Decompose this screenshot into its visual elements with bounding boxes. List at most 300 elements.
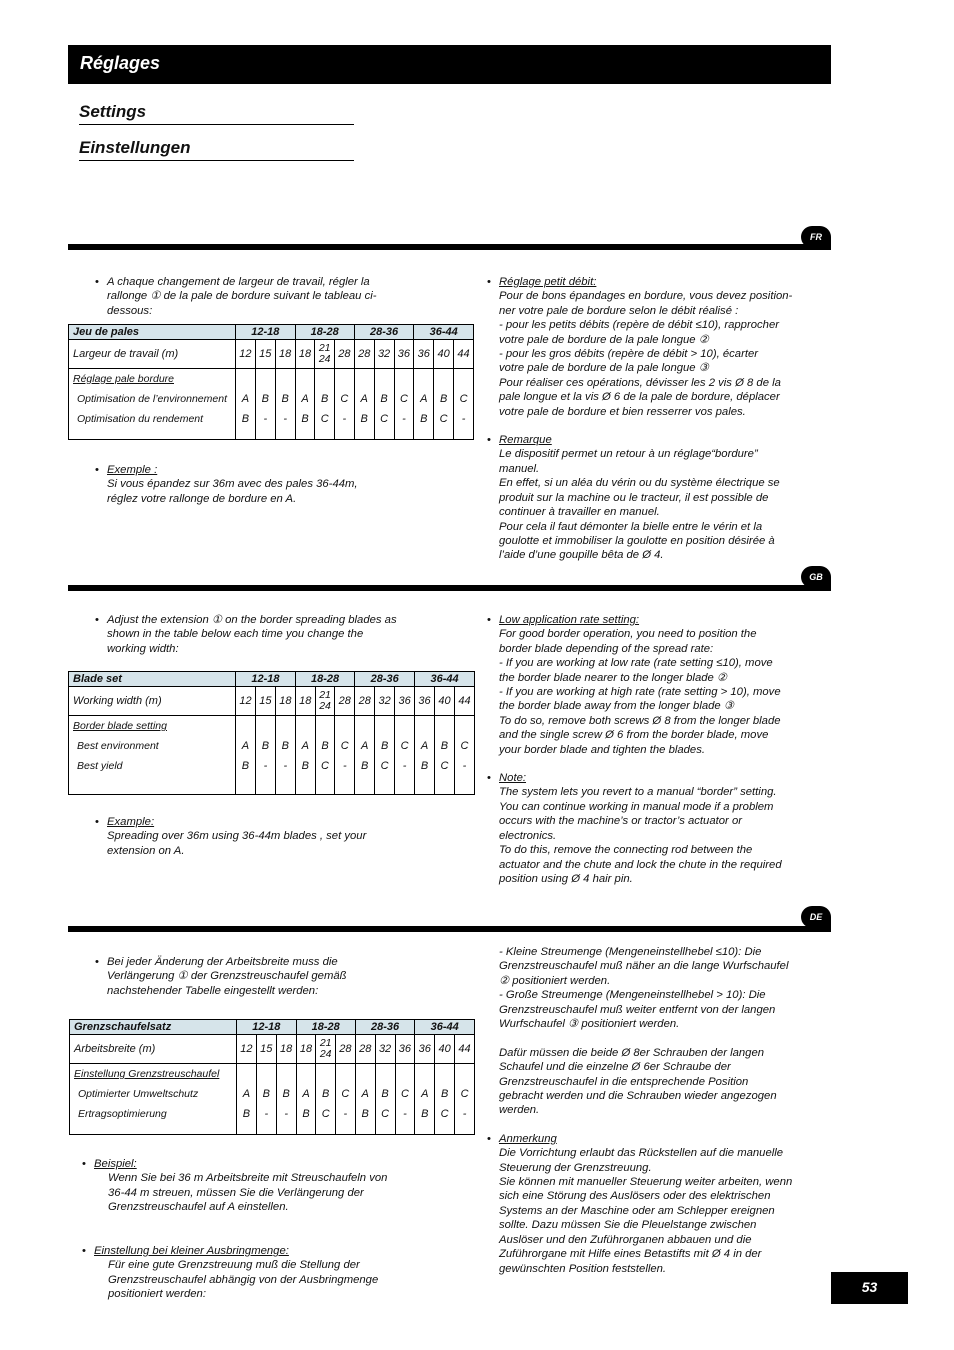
table-empty-cell	[275, 369, 295, 390]
table-row-label: Optimisation du rendement	[69, 409, 236, 429]
table-empty-cell	[255, 716, 275, 737]
de-low-line: Für eine gute Grenzstreuung muß die Stellung der	[108, 1259, 360, 1272]
table-setting-cell: B	[355, 756, 375, 776]
table-group-header: 28-36	[354, 325, 414, 340]
gb-remark-lines	[499, 785, 819, 886]
table-width-cell: 36	[414, 340, 434, 369]
table-setting-cell: C	[434, 409, 454, 429]
table-group-header: 36-44	[415, 672, 475, 687]
fr-right-lines	[499, 289, 819, 419]
table-empty-cell	[315, 716, 335, 737]
table-empty-cell	[415, 776, 435, 794]
text-line: Zuführorgane mit Hilfe eines Betastifts mit Ø 4 in der	[499, 1248, 762, 1261]
text-line: - pour les gros débits (repère de débit > 10), écarter	[499, 348, 759, 361]
table-setting-cell: B	[275, 736, 295, 756]
text-line: To do so, remove both screws Ø 8 from the longer blade	[499, 714, 781, 727]
table-section-label	[69, 716, 236, 737]
table-group-header: 28-36	[355, 672, 415, 687]
table-empty-cell	[275, 716, 295, 737]
table-empty-cell	[454, 369, 474, 390]
title-bar	[68, 45, 831, 84]
table-empty-cell	[315, 776, 335, 794]
table-empty-cell	[237, 1064, 257, 1085]
table-empty-cell	[455, 1064, 475, 1085]
table-width-cell: 44	[454, 687, 474, 716]
gb-example-label: • Example:	[107, 815, 427, 829]
text-line: ② positioniert werden.	[499, 974, 611, 987]
fr-remark-heading: • Remarque	[499, 433, 819, 447]
section-rule-gb	[68, 585, 831, 591]
table-setting-cell: B	[315, 736, 335, 756]
page-title: Réglages	[80, 53, 161, 73]
table-empty-cell	[70, 1124, 237, 1134]
fr-intro-line: rallonge ① de la pale de bordure suivant le tableau ci-	[107, 290, 377, 303]
table-empty-cell	[255, 776, 275, 794]
de-intro-line: • Bei jeder Änderung der Arbeitsbreite muss die	[107, 955, 427, 969]
table-head-label: Jeu de pales	[69, 325, 236, 340]
table-setting-cell: A	[415, 736, 435, 756]
table-setting-cell: C	[316, 1104, 335, 1124]
de-low-rate	[94, 1244, 434, 1302]
text-line: actuator and the chute and lock the chute in the required	[499, 858, 782, 871]
table-setting-cell: C	[454, 389, 474, 409]
table-setting-cell: B	[296, 1104, 316, 1124]
table-setting-cell: B	[255, 389, 275, 409]
badge-fr: FR	[801, 226, 831, 248]
table-setting-cell: -	[395, 756, 415, 776]
text-line: and the single screw Ø 6 from the border blade, move	[499, 729, 769, 742]
table-width-value: 21 24	[318, 342, 331, 365]
text-line: The system lets you revert to a manual “border” setting.	[499, 786, 777, 799]
table-section-label-text: Border blade setting	[73, 720, 167, 732]
table-empty-cell	[395, 776, 415, 794]
text-line: Wurfschaufel ③ positioniert werden.	[499, 1018, 680, 1031]
text-line: Grenzstreuschaufel in die entsprechende Position	[499, 1075, 749, 1088]
table-width-label: Arbeitsbreite (m)	[70, 1035, 237, 1064]
table-width-cell: 44	[454, 340, 474, 369]
table-head-label: Grenzschaufelsatz	[70, 1020, 237, 1035]
table-setting-cell: A	[295, 389, 315, 409]
table-setting-cell: C	[315, 756, 335, 776]
table-empty-cell	[295, 429, 315, 439]
table-empty-cell	[375, 716, 395, 737]
table-setting-cell: -	[276, 1104, 296, 1124]
table-setting-cell: B	[414, 409, 434, 429]
text-line: electronics.	[499, 829, 557, 842]
text-line: Systems an der Maschine oder am Schlepper ereignen	[499, 1204, 775, 1217]
text-line: To do this, remove the connecting rod between the	[499, 844, 753, 857]
table-empty-cell	[316, 1124, 335, 1134]
table-setting-cell: B	[375, 1084, 395, 1104]
table-setting-cell: -	[256, 1104, 276, 1124]
table-width-cell: 40	[434, 340, 454, 369]
table-setting-cell: A	[236, 389, 256, 409]
table-empty-cell	[414, 429, 434, 439]
badge-de: DE	[801, 906, 831, 928]
table-empty-cell	[374, 429, 394, 439]
table-setting-cell: -	[454, 409, 474, 429]
table-setting-cell: C	[375, 1104, 395, 1124]
table-setting-cell: B	[375, 736, 395, 756]
table-empty-cell	[415, 1064, 435, 1085]
table-empty-cell	[295, 369, 315, 390]
text-line: gewünschten Position feststellen.	[499, 1262, 667, 1275]
gb-remark-heading: • Note:	[499, 771, 819, 785]
fr-settings-table	[68, 324, 474, 440]
table-setting-cell: -	[335, 756, 355, 776]
gb-right-heading: • Low application rate setting:	[499, 613, 819, 627]
table-setting-cell: C	[455, 1084, 475, 1104]
table-setting-cell: B	[295, 756, 315, 776]
text-line: werden.	[499, 1104, 540, 1117]
table-width-value: 21 24	[319, 689, 331, 712]
fr-intro-line: • A chaque changement de largeur de travail, régler la	[107, 275, 427, 289]
table-empty-cell	[354, 429, 374, 439]
table-group-header: 12-18	[237, 1020, 297, 1035]
table-width-cell: 18	[295, 340, 315, 369]
table-empty-cell	[296, 1064, 316, 1085]
fr-example-line: réglez votre rallonge de bordure en A.	[107, 492, 297, 505]
table-empty-cell	[435, 1124, 455, 1134]
table-setting-cell: B	[354, 409, 374, 429]
table-empty-cell	[375, 776, 395, 794]
text-line: For good border operation, you need to position the	[499, 628, 757, 641]
table-setting-cell: -	[454, 756, 474, 776]
table-width-cell	[316, 1035, 335, 1064]
table-row-label: Optimisation de l’environnement	[69, 389, 236, 409]
gb-intro-line: shown in the table below each time you change the	[107, 628, 364, 641]
table-width-label: Largeur de travail (m)	[69, 340, 236, 369]
text-line: Sie können mit manueller Steuerung weiter arbeiten, wenn	[499, 1176, 793, 1189]
table-empty-cell	[354, 369, 374, 390]
table-empty-cell	[335, 1064, 355, 1085]
table-setting-cell: B	[355, 1104, 375, 1124]
fr-example-line: Si vous épandez sur 36m avec des pales 36-44m,	[107, 478, 358, 491]
table-group-header: 18-28	[295, 325, 354, 340]
table-empty-cell	[335, 716, 355, 737]
table-empty-cell	[454, 429, 474, 439]
table-head-label: Blade set	[69, 672, 236, 687]
table-width-cell: 36	[394, 340, 414, 369]
de-example-label: • Beispiel:	[94, 1157, 434, 1171]
subtitle-german: Einstellungen	[79, 138, 354, 161]
table-empty-cell	[414, 369, 434, 390]
text-line: votre pale de bordure de la pale longue ③	[499, 362, 709, 375]
text-line: produit sur la machine ou le tracteur, il est possible de	[499, 491, 769, 504]
de-low-line: Grenzstreuschaufel abhängig von der Ausbringmenge	[108, 1273, 379, 1286]
table-setting-cell: B	[237, 1104, 257, 1124]
text-line: Die Vorrichtung erlaubt das Rückstellen auf die manuelle	[499, 1147, 784, 1160]
text-line: gebracht werden und die Schrauben wieder angezogen	[499, 1090, 777, 1103]
table-setting-cell: A	[355, 736, 375, 756]
table-setting-cell: B	[316, 1084, 335, 1104]
de-intro	[107, 955, 427, 998]
text-line: pale longue et la vis Ø 6 de la pale de bordure, déplacer	[499, 391, 780, 404]
subtitle-english: Settings	[79, 102, 354, 125]
text-line: Schaufel und die einzelne Ø 6er Schraube der	[499, 1061, 731, 1074]
fr-right-column	[499, 275, 819, 563]
table-setting-cell: C	[335, 736, 355, 756]
table-setting-cell: B	[435, 736, 455, 756]
table-setting-cell: B	[236, 756, 256, 776]
de-low-line: positioniert werden:	[108, 1288, 206, 1301]
text-line: your border blade and tighten the blades.	[499, 743, 706, 756]
table-width-cell: 28	[335, 1035, 355, 1064]
table-empty-cell	[375, 1064, 395, 1085]
table-width-cell: 28	[355, 1035, 375, 1064]
table-width-cell: 15	[255, 340, 275, 369]
text-line: goulotte et immobiliser la goulotte en position désirée à	[499, 534, 775, 547]
de-example	[94, 1157, 434, 1215]
gb-right-column	[499, 613, 819, 886]
table-empty-cell	[236, 429, 256, 439]
table-setting-cell: A	[355, 1084, 375, 1104]
table-width-cell: 18	[295, 687, 315, 716]
table-empty-cell	[255, 369, 275, 390]
table-empty-cell	[455, 1124, 475, 1134]
table-empty-cell	[415, 1124, 435, 1134]
de-example-line: Wenn Sie bei 36 m Arbeitsbreite mit Streuschaufeln von	[108, 1172, 388, 1185]
table-setting-cell: C	[315, 409, 334, 429]
table-empty-cell	[335, 1124, 355, 1134]
table-setting-cell: C	[375, 756, 395, 776]
table-setting-cell: -	[275, 409, 295, 429]
text-line: votre pale de bordure de la pale longue ②	[499, 333, 709, 346]
table-setting-cell: -	[334, 409, 354, 429]
de-intro-line: Verlängerung ① der Grenzstreuschaufel gemäß	[107, 970, 347, 983]
text-line: manuel.	[499, 462, 540, 475]
table-empty-cell	[374, 369, 394, 390]
table-setting-cell: B	[275, 389, 295, 409]
table-width-cell: 28	[355, 687, 375, 716]
table-width-cell: 32	[375, 687, 395, 716]
de-right-lines	[499, 945, 819, 1118]
text-line: - Kleine Streumenge (Mengeneinstellhebel ≤10): Die	[499, 946, 762, 958]
table-group-header: 18-28	[295, 672, 354, 687]
table-empty-cell	[335, 776, 355, 794]
table-setting-cell: B	[295, 409, 315, 429]
table-width-cell: 18	[275, 340, 295, 369]
table-group-header: 12-18	[236, 672, 296, 687]
de-example-line: 36-44 m streuen, müssen Sie die Verlängerung der	[108, 1186, 364, 1199]
de-settings-table	[69, 1019, 475, 1135]
table-width-cell: 36	[415, 687, 435, 716]
table-setting-cell: C	[334, 389, 354, 409]
table-width-cell: 40	[435, 687, 455, 716]
gb-example	[107, 815, 427, 858]
table-empty-cell	[394, 429, 414, 439]
table-setting-cell: B	[236, 409, 256, 429]
table-row-label: Ertragsoptimierung	[70, 1104, 237, 1124]
table-empty-cell	[275, 776, 295, 794]
table-empty-cell	[395, 1124, 415, 1134]
section-rule-de	[68, 926, 831, 932]
table-setting-cell: C	[395, 1084, 415, 1104]
text-line: continuer à travailler en manuel.	[499, 506, 660, 519]
table-setting-cell: C	[454, 736, 474, 756]
text-line: the border blade away from the longer blade ③	[499, 700, 734, 713]
table-setting-cell: A	[236, 736, 256, 756]
table-empty-cell	[355, 1124, 375, 1134]
table-setting-cell: B	[374, 389, 394, 409]
table-empty-cell	[296, 1124, 316, 1134]
table-empty-cell	[334, 369, 354, 390]
table-setting-cell: B	[256, 1084, 276, 1104]
table-setting-cell: -	[394, 409, 414, 429]
fr-example	[107, 463, 427, 506]
table-width-cell: 18	[276, 1035, 296, 1064]
table-setting-cell: A	[237, 1084, 257, 1104]
table-setting-cell: C	[395, 736, 415, 756]
table-setting-cell: B	[415, 1104, 435, 1124]
table-empty-cell	[256, 1064, 276, 1085]
fr-example-label: • Exemple :	[107, 463, 427, 477]
fr-intro-line: dessous:	[107, 304, 153, 317]
section-rule-fr	[68, 244, 831, 250]
table-row-label: Best environment	[69, 736, 236, 756]
text-line: - Große Streumenge (Mengeneinstellhebel > 10): Die	[499, 989, 766, 1002]
table-empty-cell	[275, 429, 295, 439]
table-width-cell: 12	[236, 340, 256, 369]
table-empty-cell	[375, 1124, 395, 1134]
gb-right-lines	[499, 627, 819, 757]
table-setting-cell: -	[255, 756, 275, 776]
table-empty-cell	[315, 369, 334, 390]
table-setting-cell: -	[455, 1104, 475, 1124]
table-setting-cell: B	[315, 389, 334, 409]
table-group-header: 28-36	[355, 1020, 415, 1035]
table-empty-cell	[316, 1064, 335, 1085]
text-line: Le dispositif permet un retour à un réglage“bordure”	[499, 448, 758, 461]
text-line: - pour les petits débits (repère de débit ≤10), rapprocher	[499, 319, 779, 332]
table-width-cell: 28	[335, 687, 355, 716]
table-section-label	[70, 1064, 237, 1085]
table-setting-cell: A	[296, 1084, 316, 1104]
table-setting-cell: B	[435, 1084, 455, 1104]
text-line	[499, 1031, 819, 1045]
table-setting-cell: C	[374, 409, 394, 429]
table-empty-cell	[276, 1064, 296, 1085]
table-empty-cell	[454, 776, 474, 794]
table-width-cell: 28	[334, 340, 354, 369]
de-example-line: Grenzstreuschaufel auf A einstellen.	[108, 1201, 289, 1214]
gb-example-line: Spreading over 36m using 36-44m blades , set your	[107, 830, 367, 843]
fr-remark-lines	[499, 447, 819, 562]
table-empty-cell	[255, 429, 275, 439]
table-setting-cell: B	[276, 1084, 296, 1104]
gb-intro	[107, 613, 437, 656]
table-empty-cell	[454, 716, 474, 737]
de-low-label: • Einstellung bei kleiner Ausbringmenge:	[94, 1244, 434, 1258]
table-group-header: 36-44	[415, 1020, 475, 1035]
table-row-label: Optimierter Umweltschutz	[70, 1084, 237, 1104]
table-width-cell: 40	[435, 1035, 455, 1064]
page-number: 53	[831, 1272, 908, 1304]
fr-intro	[107, 275, 427, 318]
table-setting-cell: A	[414, 389, 434, 409]
table-width-cell: 12	[237, 1035, 257, 1064]
table-empty-cell	[295, 776, 315, 794]
text-line: border blade depending of the spread rate:	[499, 642, 714, 655]
text-line: - If you are working at low rate (rate setting ≤10), move	[499, 657, 773, 670]
table-empty-cell	[395, 1064, 415, 1085]
de-intro-line: nachstehender Tabelle eingestellt werden:	[107, 984, 319, 997]
table-group-header: 18-28	[296, 1020, 355, 1035]
table-setting-cell: B	[255, 736, 275, 756]
table-setting-cell: -	[395, 1104, 415, 1124]
table-empty-cell	[295, 716, 315, 737]
table-empty-cell	[394, 369, 414, 390]
table-width-cell	[315, 340, 334, 369]
table-empty-cell	[236, 369, 256, 390]
table-width-value: 21 24	[319, 1037, 332, 1060]
text-line: Pour cela il faut démonter la bielle entre le vérin et la	[499, 520, 763, 533]
table-width-cell: 15	[255, 687, 275, 716]
table-empty-cell	[415, 716, 435, 737]
table-empty-cell	[434, 429, 454, 439]
table-section-label	[69, 369, 236, 390]
table-empty-cell	[236, 776, 256, 794]
table-empty-cell	[355, 776, 375, 794]
gb-example-line: extension on A.	[107, 844, 185, 857]
table-section-label-text: Réglage pale bordure	[73, 373, 174, 385]
table-width-cell	[315, 687, 335, 716]
text-line: the border blade nearer to the longer blade ②	[499, 671, 728, 684]
text-line: You can continue working in manual mode if a problem	[499, 800, 774, 813]
table-setting-cell: C	[394, 389, 414, 409]
table-setting-cell: A	[354, 389, 374, 409]
text-line: sich eine Störung des Auslösers oder des elektrischen	[499, 1190, 771, 1203]
de-remark-lines	[499, 1146, 819, 1276]
table-width-cell: 36	[395, 687, 415, 716]
table-section-label-text: Einstellung Grenzstreuschaufel	[74, 1068, 220, 1080]
table-width-cell: 15	[256, 1035, 276, 1064]
table-setting-cell: A	[295, 736, 315, 756]
text-line: Grenzstreuschaufel muß weiter entfernt von der langen	[499, 1003, 776, 1016]
table-empty-cell	[236, 716, 256, 737]
table-width-cell: 32	[374, 340, 394, 369]
table-empty-cell	[435, 776, 455, 794]
table-setting-cell: C	[435, 756, 455, 776]
table-setting-cell: -	[275, 756, 295, 776]
text-line: Steuerung der Grenzstreuung.	[499, 1161, 652, 1174]
de-remark-heading: • Anmerkung	[499, 1132, 819, 1146]
table-empty-cell	[395, 716, 415, 737]
text-line: Pour de bons épandages en bordure, vous devez position-	[499, 290, 793, 303]
text-line: l’aide d’une goupille bêta de Ø 4.	[499, 549, 664, 562]
text-line: - If you are working at high rate (rate setting > 10), move	[499, 686, 781, 699]
table-setting-cell: -	[255, 409, 275, 429]
gb-intro-line: working width:	[107, 642, 179, 655]
text-line: position using Ø 4 hair pin.	[499, 872, 633, 885]
table-setting-cell: A	[415, 1084, 435, 1104]
table-width-cell: 32	[375, 1035, 395, 1064]
table-empty-cell	[69, 776, 236, 794]
table-setting-cell: B	[434, 389, 454, 409]
table-empty-cell	[355, 1064, 375, 1085]
text-line: sollte. Dazu müssen Sie die Pleuelstange zwischen	[499, 1219, 757, 1232]
table-empty-cell	[355, 716, 375, 737]
text-line: Pour réaliser ces opérations, dévisser les 2 vis Ø 8 de la	[499, 376, 781, 389]
table-setting-cell: B	[415, 756, 435, 776]
badge-gb: GB	[801, 566, 831, 588]
text-line: Grenzstreuschaufel muß näher an die lange Wurfschaufel	[499, 960, 789, 973]
table-group-header: 12-18	[236, 325, 296, 340]
table-width-cell: 36	[395, 1035, 415, 1064]
table-width-cell: 18	[275, 687, 295, 716]
table-setting-cell: -	[335, 1104, 355, 1124]
table-width-cell: 18	[296, 1035, 316, 1064]
